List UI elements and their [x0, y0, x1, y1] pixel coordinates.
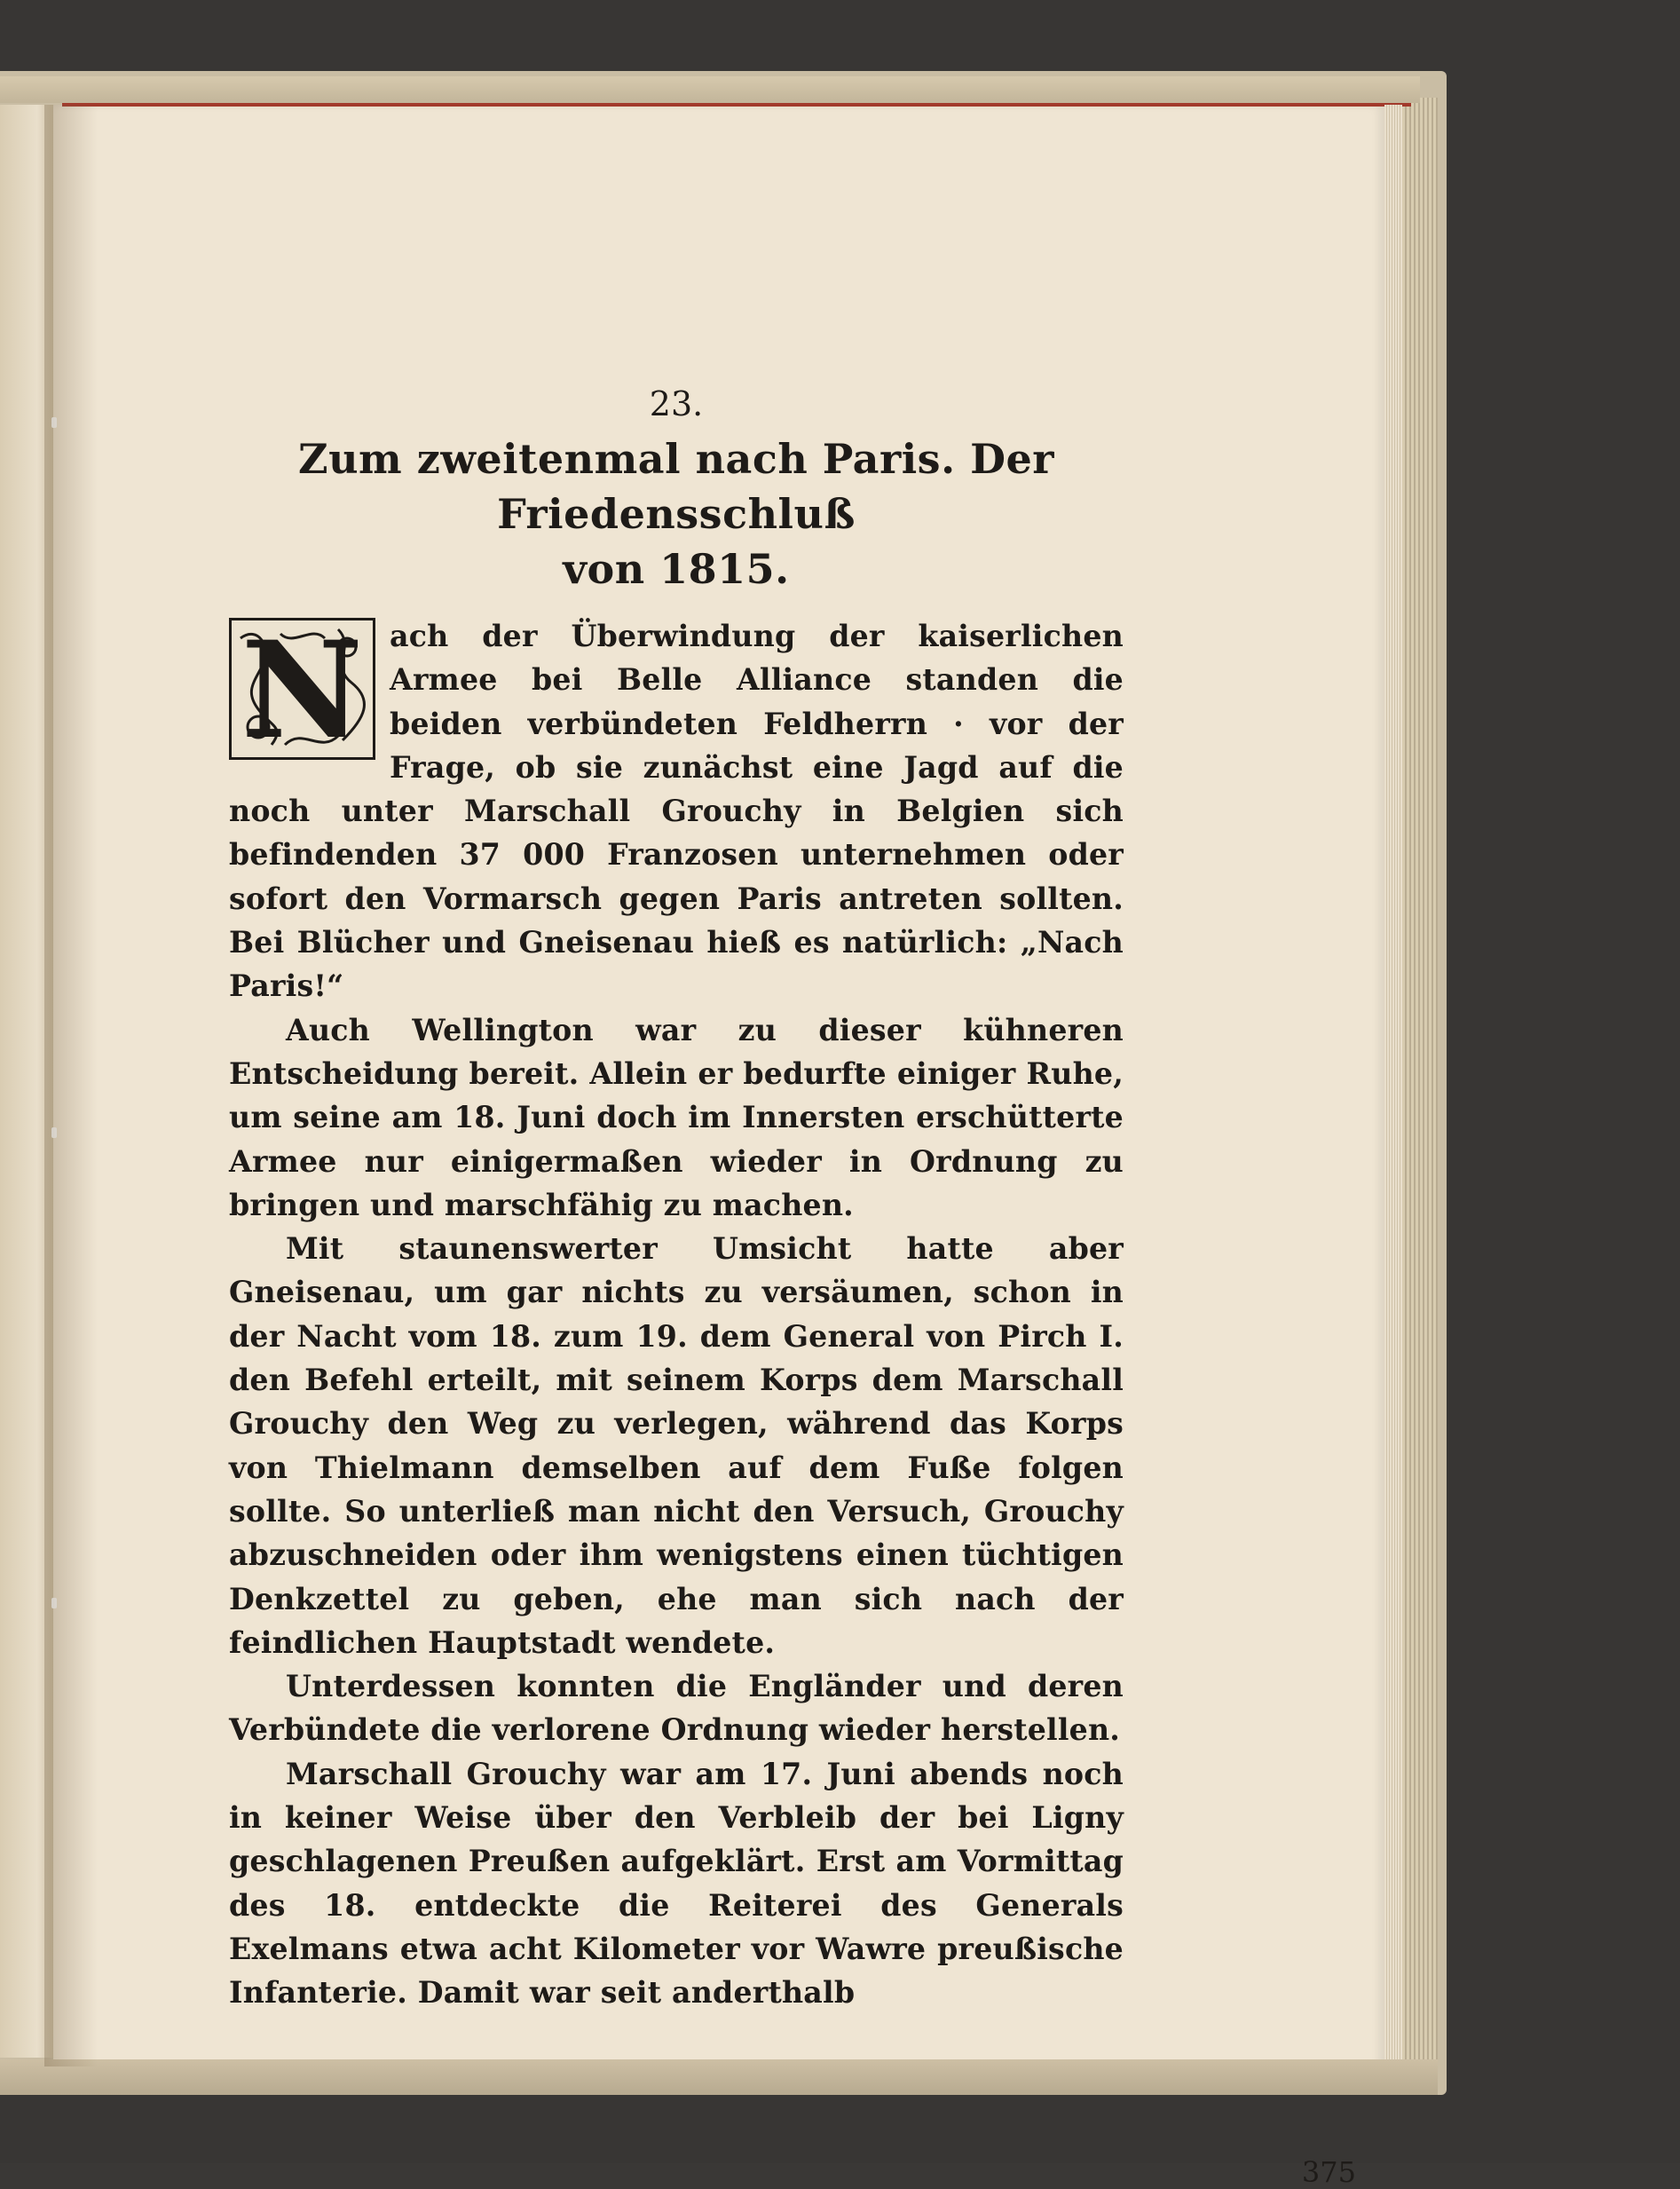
ornamental-initial-icon — [229, 618, 375, 760]
paragraph-4: Unterdessen konnten die Engländer und deren Verbündete die verlorene Ordnung wieder herstellen. — [229, 1669, 1124, 1748]
paragraph-5: Marschall Grouchy war am 17. Juni abends noch in keiner Weise über den Verbleib der bei Ligny geschlagenen Preußen aufgeklärt. Erst am Vormittag des 18. entdeckte die Reiterei des Generals Exelmans etwa acht Kilometer vor Wawre preußische Infanterie. Damit war seit anderthalb — [229, 1756, 1124, 2011]
gutter-shadow — [44, 105, 98, 2067]
paragraph-3: Mit staunenswerter Umsicht hatte aber Gneisenau, um gar nichts zu versäumen, schon in der Nacht vom 18. zum 19. dem General von Pirch I. den Befehl erteilt, mit seinem Korps dem Marschall Grouchy den Weg zu verlegen, während das Korps von Thielmann demselben auf dem Fuße folgen sollte. So unterließ man nicht den Versuch, Grouchy abzuschneiden oder ihm wenigstens einen tüchtigen Denkzettel zu geben, ehe man sich nach der feindlichen Hauptstadt wendete. — [229, 1231, 1124, 1660]
paragraph-2: Auch Wellington war zu dieser kühneren Entscheidung bereit. Allein er bedurfte einiger Ruhe, um seine am 18. Juni doch im Innersten erschütterte Armee nur einigermaßen wieder in Ordnung zu bringen und marschfähig zu machen. — [229, 1012, 1124, 1222]
chapter-number: 23. — [649, 384, 704, 423]
red-headband — [62, 103, 1411, 107]
chapter-title-line-1: Zum zweitenmal nach Paris. Der Friedensschluß — [297, 435, 1054, 538]
page-content — [229, 382, 1356, 2189]
book-top-edge — [0, 76, 1420, 103]
paragraph-1-text: ach der Überwindung der kaiserlichen Armee bei Belle Alliance standen die beiden verbündeten Feldherrn · vor der Frage, ob sie zunächst eine Jagd auf die noch unter Marschall Grouchy in Belgien sich befindenden 37 000 Franzosen unternehmen oder sofort den Vormarsch gegen Paris antreten sollten. Bei Blücher und Gneisenau hieß es natürlich: „Nach Paris!“ — [229, 619, 1124, 1004]
page-edges — [1384, 105, 1402, 2075]
chapter-title — [229, 431, 1124, 597]
paragraph-1 — [229, 614, 1124, 1008]
book-bottom-edge — [0, 2059, 1438, 2095]
chapter-title-line-2: von 1815. — [563, 545, 790, 593]
dropcap-letter: N — [241, 618, 364, 760]
page-number: 375 — [1301, 2155, 1356, 2189]
